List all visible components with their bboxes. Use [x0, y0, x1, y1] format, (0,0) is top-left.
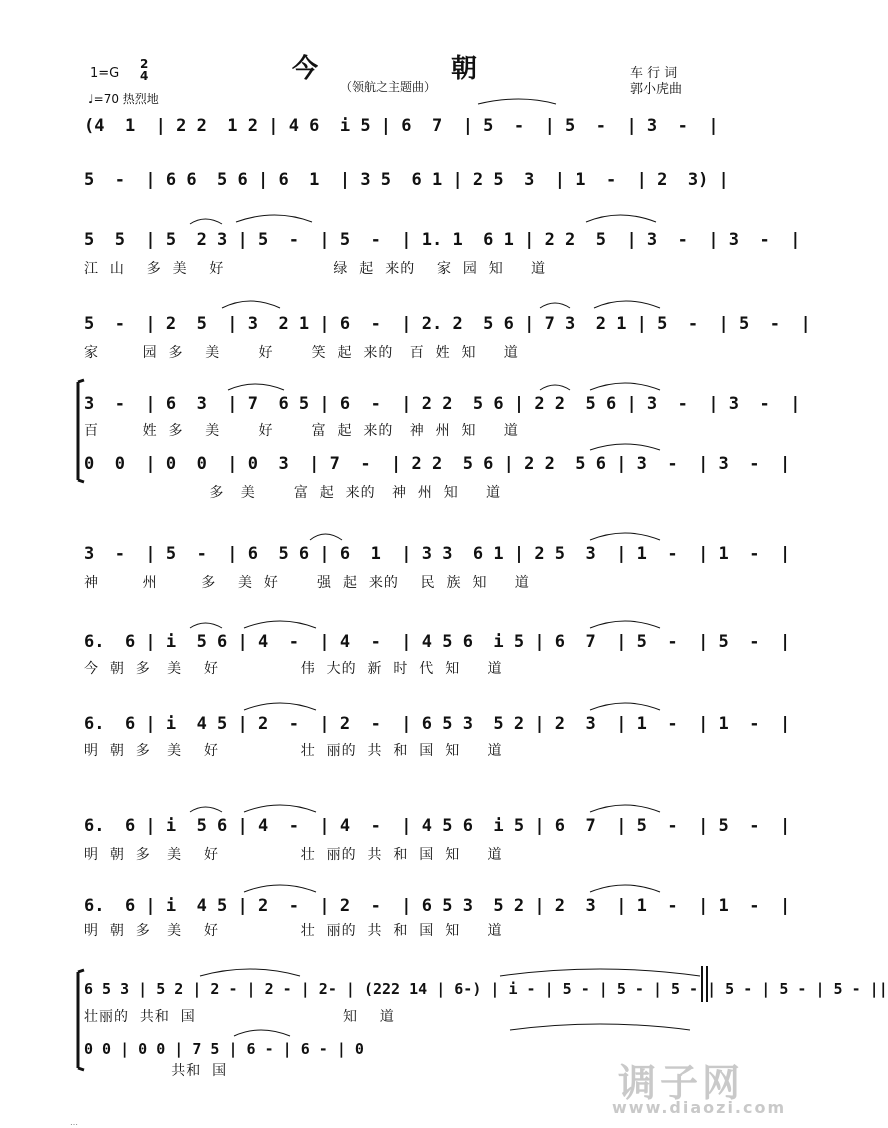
tie-slur: [190, 219, 222, 224]
tie-slur: [590, 885, 660, 892]
score-row-notes: 3 - | 5 - | 6 5 6 | 6 1 | 3 3 6 1 | 2 5 3 | 1 - | 1 - |: [84, 544, 791, 564]
tie-slur: [190, 807, 222, 812]
tie-slur: [590, 533, 660, 540]
watermark-url: www.diaozi.com: [612, 1098, 787, 1117]
score-row-notes: 6. 6 | i 5 6 | 4 - | 4 - | 4 5 6 i 5 | 6 7 | 5 - | 5 - |: [84, 632, 791, 652]
score-row-lyrics: 壮丽的 共和 国 知 道: [84, 1009, 395, 1025]
score-row-notes: 5 - | 6 6 5 6 | 6 1 | 3 5 6 1 | 2 5 3 | 1 - | 2 3) |: [84, 170, 729, 190]
tie-slur: [500, 969, 700, 976]
tie-slur: [310, 534, 342, 540]
score-row-lyrics: 明 朝 多 美 好 壮 丽的 共 和 国 知 道: [84, 923, 503, 939]
time-signature: [140, 58, 148, 82]
score-row-notes: 6. 6 | i 4 5 | 2 - | 2 - | 6 5 3 5 2 | 2 3 | 1 - | 1 - |: [84, 896, 791, 916]
tie-slur: [590, 444, 660, 450]
page-title: 今 朝: [292, 54, 540, 84]
composer-credit: 郭小虎曲: [630, 82, 683, 97]
score-row-notes: 0 0 | 0 0 | 0 3 | 7 - | 2 2 5 6 | 2 2 5 6 | 3 - | 3 - |: [84, 454, 791, 474]
score-row-notes: 3 - | 6 3 | 7 6 5 | 6 - | 2 2 5 6 | 2 2 5 6 | 3 - | 3 - |: [84, 394, 801, 414]
tie-slur: [590, 703, 660, 710]
tie-slur: [222, 301, 280, 308]
score-row-notes: (4 1 | 2 2 1 2 | 4 6 i 5 | 6 7 | 5 - | 5 - | 3 - |: [84, 116, 719, 136]
time-signature-top: 2: [140, 57, 149, 71]
tie-slur: [190, 623, 222, 628]
tie-slur: [590, 383, 660, 390]
score-row-notes: 5 - | 2 5 | 3 2 1 | 6 - | 2. 2 5 6 | 7 3 2 1 | 5 - | 5 - |: [84, 314, 811, 334]
tempo-marking: ♩=70 热烈地: [88, 92, 159, 106]
tie-slur: [244, 621, 316, 628]
score-row-notes: 6. 6 | i 5 6 | 4 - | 4 - | 4 5 6 i 5 | 6 7 | 5 - | 5 - |: [84, 816, 791, 836]
tie-slur: [540, 385, 570, 390]
lyricist-credit: 车 行 词: [630, 66, 678, 81]
tie-slur: [586, 215, 656, 222]
tie-slur: [540, 303, 570, 308]
tie-slur: [244, 885, 316, 892]
score-row-lyrics: 明 朝 多 美 好 壮 丽的 共 和 国 知 道: [84, 743, 503, 759]
score-row-lyrics: 神 州 多 美 好 强 起 来的 民 族 知 道: [84, 575, 530, 591]
tie-slur: [244, 703, 316, 710]
tie-slur: [200, 969, 300, 976]
score-row-lyrics: 家 园 多 美 好 笑 起 来的 百 姓 知 道: [84, 345, 519, 361]
tie-slur: [234, 1030, 290, 1036]
tie-slur: [478, 99, 556, 104]
tie-slur: [510, 1024, 690, 1030]
score-row-notes: 6. 6 | i 4 5 | 2 - | 2 - | 6 5 3 5 2 | 2 3 | 1 - | 1 - |: [84, 714, 791, 734]
tie-slur: [236, 215, 312, 222]
score-row-notes: 6 5 3 | 5 2 | 2 - | 2 - | 2- | (222 14 | 6-) | i - | 5 - | 5 - | 5 - | 5 - | 5 - | 5 - ||: [84, 980, 888, 998]
score-row-notes: 0 0 | 0 0 | 7 5 | 6 - | 6 - | 0: [84, 1040, 364, 1058]
watermark-brand: 调子网: [618, 1061, 745, 1105]
tie-slur: [228, 384, 284, 390]
tie-slur: [590, 805, 660, 812]
time-signature-bottom: 4: [140, 69, 149, 83]
tie-slur: [244, 805, 316, 812]
tie-slur: [594, 301, 660, 308]
score-row-lyrics: 今 朝 多 美 好 伟 大的 新 时 代 知 道: [84, 661, 503, 677]
score-row-lyrics: 明 朝 多 美 好 壮 丽的 共 和 国 知 道: [84, 847, 503, 863]
score-row-lyrics: 江 山 多 美 好 绿 起 来的 家 园 知 道: [84, 261, 547, 277]
score-row-lyrics: 多 美 富 起 来的 神 州 知 道: [84, 485, 502, 501]
score-row-lyrics: 共和 国: [84, 1063, 228, 1079]
subtitle: （领航之主题曲）: [340, 80, 437, 94]
score-row-lyrics: 百 姓 多 美 好 富 起 来的 神 州 知 道: [84, 423, 519, 439]
footer-mark: …: [70, 1118, 78, 1127]
key-signature: 1=G: [90, 66, 120, 81]
score-row-notes: 5 5 | 5 2 3 | 5 - | 5 - | 1. 1 6 1 | 2 2 5 | 3 - | 3 - |: [84, 230, 801, 250]
tie-slur: [590, 621, 660, 628]
